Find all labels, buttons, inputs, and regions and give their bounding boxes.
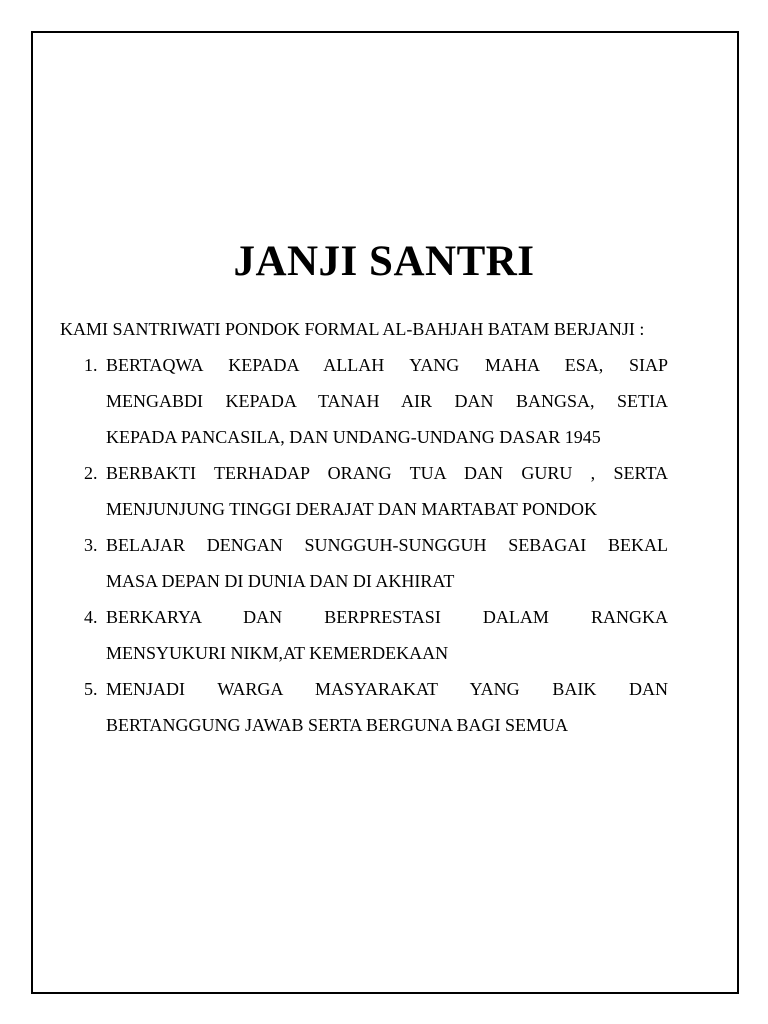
promise-number: [70, 347, 106, 455]
promise-number-label: 5.: [84, 679, 98, 699]
promise-line: MENGABDI KEPADA TANAH AIR DAN BANGSA, SETIA: [106, 391, 668, 411]
promise-item: [70, 527, 668, 599]
promise-item: [70, 599, 668, 671]
promise-list: [70, 347, 668, 743]
promise-number: [70, 527, 106, 599]
promise-item: [70, 347, 668, 455]
promise-line: KEPADA PANCASILA, DAN UNDANG-UNDANG DASAR 1945: [106, 427, 601, 447]
promise-item: [70, 671, 668, 743]
promise-line: BERTAQWA KEPADA ALLAH YANG MAHA ESA, SIAP: [106, 355, 668, 375]
promise-number: [70, 455, 106, 527]
promise-line: MASA DEPAN DI DUNIA DAN DI AKHIRAT: [106, 571, 455, 591]
promise-number-label: 4.: [84, 607, 98, 627]
promise-line: BERKARYA DAN BERPRESTASI DALAM RANGKA: [106, 607, 668, 627]
promise-line: MENJADI WARGA MASYARAKAT YANG BAIK DAN: [106, 679, 668, 699]
promise-number-label: 2.: [84, 463, 98, 483]
promise-number: [70, 671, 106, 743]
promise-text: [106, 527, 668, 599]
promise-line: BELAJAR DENGAN SUNGGUH-SUNGGUH SEBAGAI BEKAL: [106, 535, 668, 555]
promise-line: BERTANGGUNG JAWAB SERTA BERGUNA BAGI SEMUA: [106, 715, 569, 735]
promise-number-label: 1.: [84, 355, 98, 375]
promise-number: [70, 599, 106, 671]
promise-text: [106, 455, 668, 527]
promise-number-label: 3.: [84, 535, 98, 555]
promise-text: [106, 599, 668, 671]
document-title: JANJI SANTRI: [233, 238, 535, 285]
intro-statement: KAMI SANTRIWATI PONDOK FORMAL AL-BAHJAH BATAM BERJANJI :: [60, 319, 645, 339]
promise-text: [106, 347, 668, 455]
promise-line: BERBAKTI TERHADAP ORANG TUA DAN GURU , SERTA: [106, 463, 668, 483]
promise-line: MENJUNJUNG TINGGI DERAJAT DAN MARTABAT PONDOK: [106, 499, 598, 519]
promise-text: [106, 671, 668, 743]
promise-line: MENSYUKURI NIKM,AT KEMERDEKAAN: [106, 643, 449, 663]
promise-item: [70, 455, 668, 527]
